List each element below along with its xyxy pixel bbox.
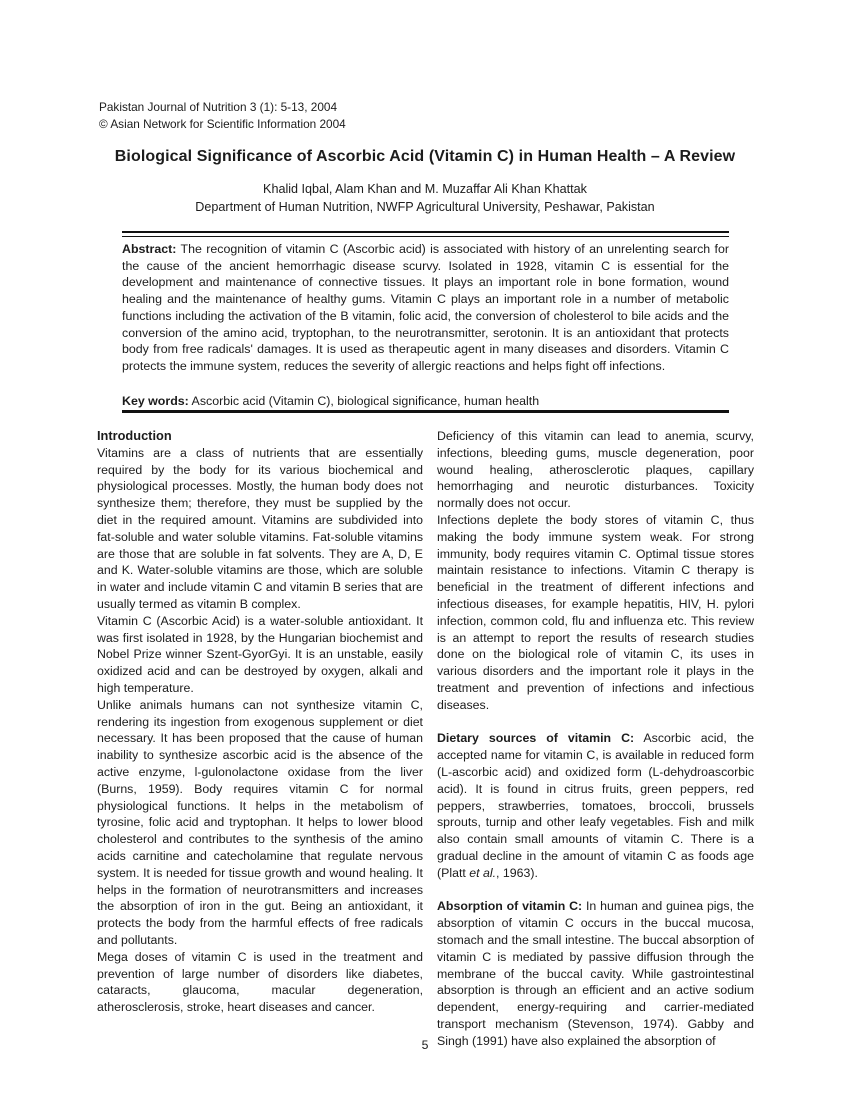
journal-citation: Pakistan Journal of Nutrition 3 (1): 5-13, 2004 [99,100,338,114]
right-column [437,428,754,1049]
keywords-label: Key words: [122,394,189,408]
paragraph: Vitamin C (Ascorbic Acid) is a water-soluble antioxidant. It was first isolated in 1928, by the Hungarian biochemist and Nobel Prize winner Szent-GyorGyi. It is an unstable, easily oxidized acid and can be destroyed by oxygen, alkali and high temperature. [97,613,423,695]
copyright-line: © Asian Network for Scientific Information 2004 [99,116,346,131]
journal-header [99,99,346,132]
absorption-paragraph [437,898,754,1049]
paragraph: Unlike animals humans can not synthesize vitamin C, rendering its ingestion from exogenous supplement or diet necessary. It has been proposed that the cause of human inability to synthesize ascorbic acid is the absence of the active enzyme, l-gulonolactone oxidase from the liver (Burns, 1959). Body requires vitamin C for normal physiological functions. It helps in the metabolism of tyrosine, folic acid and tryptophan. It helps to lower blood cholesterol and contributes to the synthesis of the amino acids carnitine and catecholamine that regulate nervous system. It is needed for tissue growth and wound healing. It helps in the formation of neurotransmitters and increases the absorption of iron in the gut. Being an antioxidant, it protects the body from the harmful effects of free radicals and pollutants. [97,697,423,947]
dietary-sources-paragraph [437,730,754,881]
abstract-bottom-rule [122,410,729,413]
paragraph: Vitamins are a class of nutrients that are essentially required by the body for its various biochemical and physiological processes. Mostly, the human body does not synthesize them; therefore, they must be supplied by the diet in the required amount. Vitamins are subdivided into fat-soluble and water soluble vitamins. Fat-soluble vitamins are those that are soluble in fat solvents. They are A, D, E and K. Water-soluble vitamins are those, which are soluble in water and include vitamin C and vitamin B series that are usually termed as vitamin B complex. [97,445,423,611]
paragraph: Deficiency of this vitamin can lead to anemia, scurvy, infections, bleeding gums, muscle degeneration, poor wound healing, atherosclerotic plaques, capillary hemorrhaging and neurotic disturbances. Toxicity normally does not occur. [437,429,754,511]
dietary-sources-heading: Dietary sources of vitamin C: [437,731,635,746]
paragraph: Infections deplete the body stores of vitamin C, thus making the body immune system weak. For strong immunity, body requires vitamin C. Optimal tissue stores maintain resistance to infections. Vitamin C therapy is beneficial in the treatment of different infections and infectious diseases, for example hepatitis, HIV, H. pylori infection, common cold, flu and influenza etc. This review is an attempt to report the results of research studies done on the biological role of vitamin C, its uses in various disorders and the important role it plays in the treatment and prevention of infections and infectious diseases. [437,512,754,712]
dietary-sources-text-end: , 1963). [496,865,538,880]
absorption-text: In human and guinea pigs, the absorption of vitamin C occurs in the buccal mucosa, stomach and the small intestine. The buccal absorption of vitamin C is mediated by passive diffusion through the membrane of the buccal cavity. While gastrointestinal absorption is through an efficient and an active sodium dependent, energy-requiring and carrier-mediated transport mechanism (Stevenson, 1974). Gabby and Singh (1991) have also explained the absorption of [437,899,754,1048]
authors: Khalid Iqbal, Alam Khan and M. Muzaffar Ali Khan Khattak [263,182,587,196]
abstract [122,241,729,375]
paragraph: Mega doses of vitamin C is used in the treatment and prevention of large number of disorders like diabetes, cataracts, glaucoma, macular degeneration, atherosclerosis, stroke, heart diseases and cancer. [97,949,423,1015]
affiliation: Department of Human Nutrition, NWFP Agricultural University, Peshawar, Pakistan [195,200,655,214]
absorption-heading: Absorption of vitamin C: [437,899,583,914]
abstract-text: The recognition of vitamin C (Ascorbic acid) is associated with history of an unrelenting search for the cause of the ancient hemorrhagic disease scurvy. Isolated in 1928, vitamin C is essential for the development and maintenance of connective tissues. It plays an important role in bone formation, wound healing and the maintenance of healthy gums. Vitamin C plays an important role in a number of metabolic functions including the activation of the B vitamin, folic acid, the conversion of cholesterol to bile acids and the conversion of the amino acid, tryptophan, to the neurotransmitter, serotonin. It is an antioxidant that protects body from free radicals' damages. It is used as therapeutic agent in many diseases and disorders. Vitamin C protects the immune system, reduces the severity of allergic reactions and helps fight off infections. [122,242,729,373]
etal-citation: et al. [469,865,497,880]
keywords [122,394,729,408]
abstract-top-rule [122,231,729,237]
paper-title: Biological Significance of Ascorbic Acid (Vitamin C) in Human Health – A Review [114,148,736,165]
dietary-sources-text: Ascorbic acid, the accepted name for vitamin C, is available in reduced form (L-ascorbic acid) and oxidized form (L-dehydroascorbic acid). It is found in citrus fruits, green peppers, red peppers, strawberries, tomatoes, broccoli, brussels sprouts, turnip and other leafy vegetables. Fish and milk also contain small amounts of vitamin C. There is a gradual decline in the amount of vitamin C as foods age (Platt [437,731,754,880]
page-number: 5 [421,1038,429,1052]
abstract-label: Abstract: [122,242,177,256]
introduction-heading: Introduction [97,428,172,443]
keywords-text: Ascorbic acid (Vitamin C), biological significance, human health [188,394,540,408]
left-column [97,428,423,1016]
